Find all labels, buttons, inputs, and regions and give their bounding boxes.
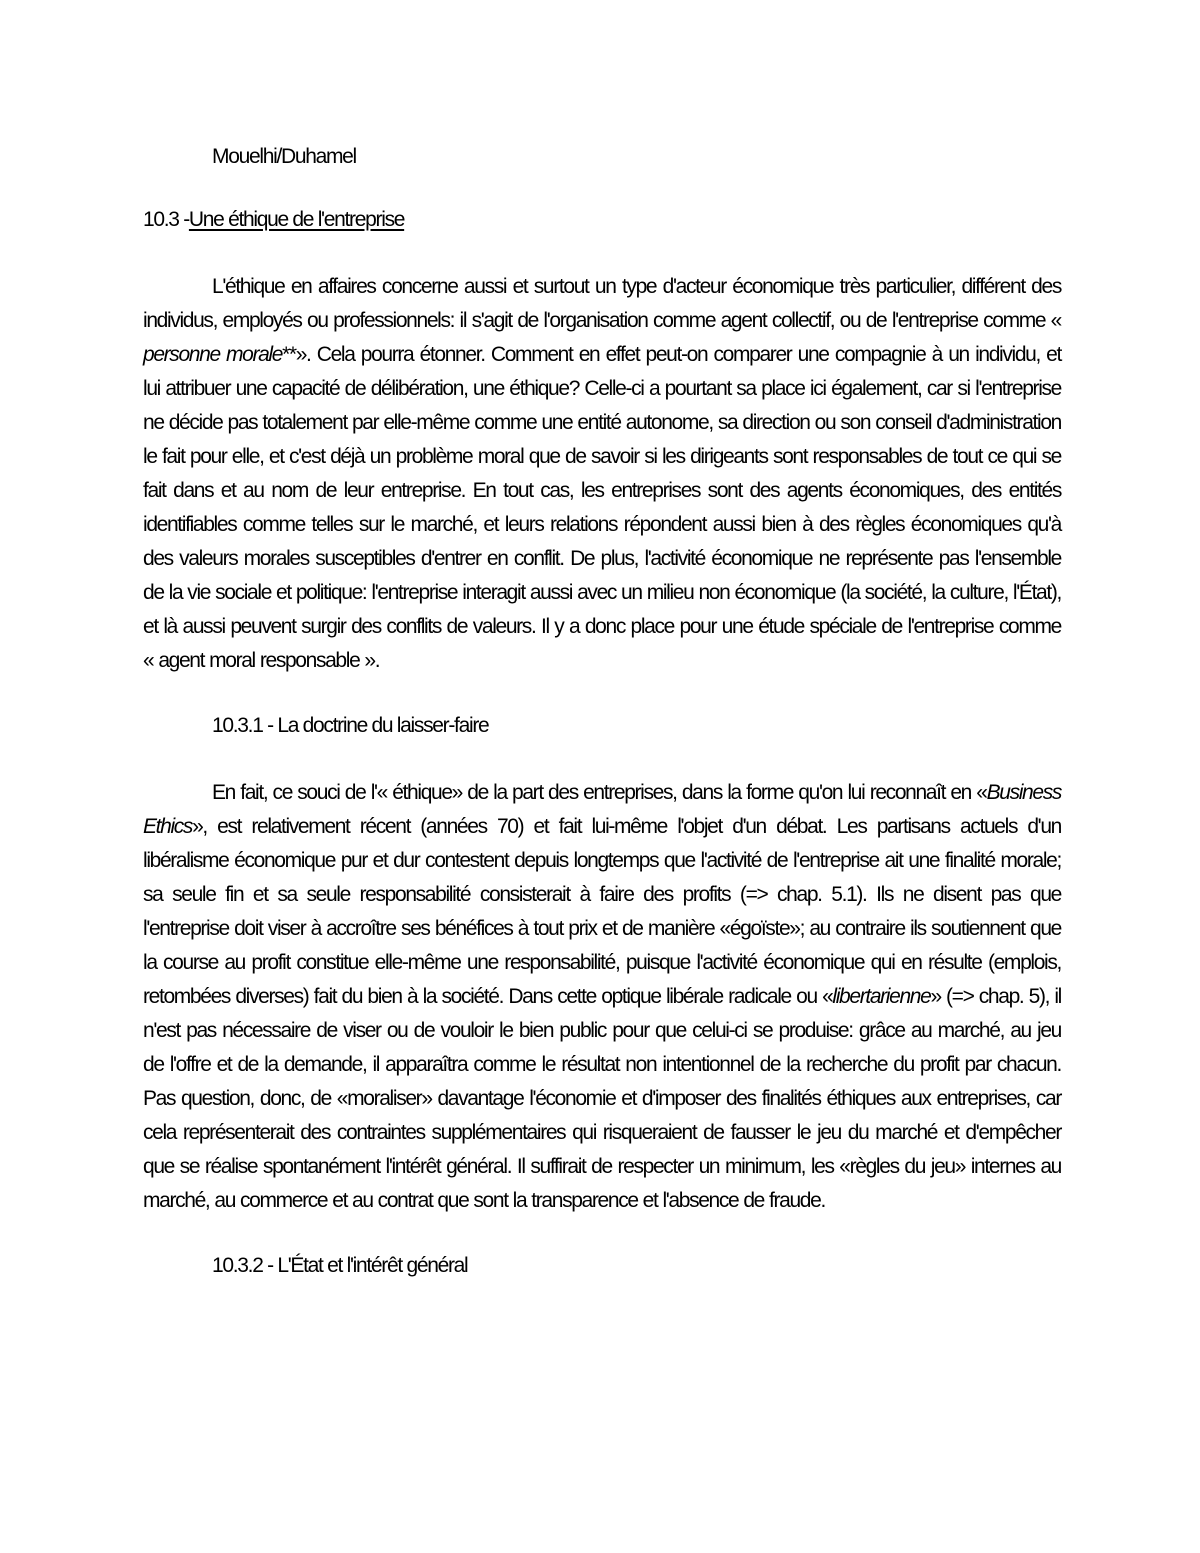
p2-text-part2: », est relativement récent (années 70) et fait lui-même l'objet d'un débat. Les partisans actuels d'un libéralisme économique pur et dur contestent depuis longtemps que l'activité de l'entreprise ait une finalité morale; sa seule fin et sa seule responsabilité consisterait à faire des profits (=> chap. 5.1). Ils ne disent pas que l'entreprise doit viser à accroître ses bénéfices à tout prix et de manière «égoïste»; au contraire ils soutiennent que la course au profit constitue elle-même une responsabilité, puisque l'activité économique qui en résulte (emplois, retombées diverses) fait du bien à la société. Dans cette optique libérale radicale ou «	[143, 815, 1061, 1008]
document-page	[143, 140, 1061, 1283]
section-title: Une éthique de l'entreprise	[188, 208, 405, 231]
section-number: 10.3 -	[143, 208, 189, 231]
laisser-faire-paragraph	[143, 776, 1061, 1218]
subsection-heading-etat: 10.3.2 - L'État et l'intérêt général	[212, 1254, 468, 1277]
section-heading	[143, 203, 1061, 237]
intro-text-part1: L'éthique en affaires concerne aussi et surtout un type d'acteur économique très particulier, différent des individus, employés ou professionnels: il s'agit de l'organisation comme agent collectif, ou de l'entreprise comme «	[143, 275, 1061, 332]
p2-text-part3: » (=> chap. 5), il n'est pas nécessaire de viser ou de vouloir le bien public pour que celui-ci se produise: grâce au marché, au jeu de l'offre et de la demande, il apparaîtra comme le résultat non intentionnel de la recherche du profit par chacun. Pas question, donc, de «moraliser» davantage l'économie et d'imposer des finalités éthiques aux entreprises, car cela représenterait des contraintes supplémentaires qui risqueraient de fausser le jeu du marché et d'empêcher que se réalise spontanément l'intérêt général. Il suffirait de respecter un minimum, les «règles du jeu» internes au marché, au commerce et au contrat que sont la transparence et l'absence de fraude.	[143, 985, 1061, 1212]
p2-italic-libertarienne: libertarienne	[832, 985, 931, 1008]
intro-paragraph	[143, 270, 1061, 678]
author-line: Mouelhi/Duhamel	[212, 145, 356, 168]
intro-text-part2: **». Cela pourra étonner. Comment en effet peut-on comparer une compagnie à un individu, et lui attribuer une capacité de délibération, une éthique? Celle-ci a pourtant sa place ici également, car si l'entreprise ne décide pas totalement par elle-même comme une entité autonome, sa direction ou son conseil d'administration le fait pour elle, et c'est déjà un problème moral que de savoir si les dirigeants sont responsables de tout ce qui se fait dans et au nom de leur entreprise. En tout cas, les entreprises sont des agents économiques, des entités identifiables comme telles sur le marché, et leurs relations répondent aussi bien à des règles économiques qu'à des valeurs morales susceptibles d'entrer en conflit. De plus, l'activité économique ne représente pas l'ensemble de la vie sociale et politique: l'entreprise interagit aussi avec un milieu non économique (la société, la culture, l'État), et là aussi peuvent surgir des conflits de valeurs. Il y a donc place pour une étude spéciale de l'entreprise comme « agent moral responsable ».	[143, 343, 1061, 672]
p2-italic-business-ethics: Business Ethics	[143, 781, 1061, 838]
intro-italic-term: personne morale	[143, 343, 283, 366]
subsection-heading-laisser-faire: 10.3.1 - La doctrine du laisser-faire	[212, 714, 489, 737]
p2-text-part1: En fait, ce souci de l'« éthique» de la part des entreprises, dans la forme qu'on lui reconnaît en «	[212, 781, 987, 804]
